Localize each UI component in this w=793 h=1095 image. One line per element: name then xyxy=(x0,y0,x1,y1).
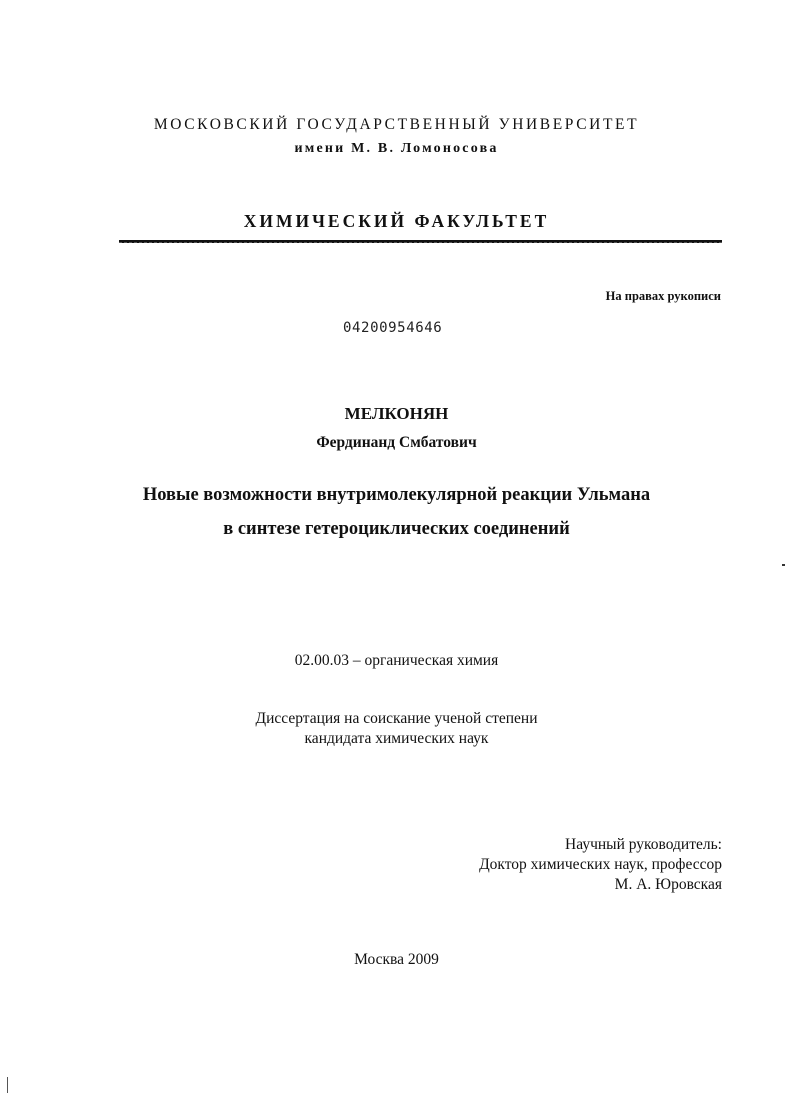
advisor-label: Научный руководитель: xyxy=(565,836,722,853)
faculty-name: ХИМИЧЕСКИЙ ФАКУЛЬТЕТ xyxy=(243,211,550,231)
thesis-title-line-2: в синтезе гетероциклических соединений xyxy=(223,519,570,539)
catalog-code: 04200954646 xyxy=(343,320,443,336)
city-year: Москва 2009 xyxy=(354,951,439,968)
specialty: 02.00.03 – органическая химия xyxy=(294,652,499,669)
rights-note: На правах рукописи xyxy=(605,289,721,303)
advisor-name: М. А. Юровская xyxy=(614,876,722,893)
author-given-names: Фердинанд Смбатович xyxy=(316,434,477,451)
degree-line-1: Диссертация на соискание ученой степени xyxy=(255,710,538,727)
university-subtitle: имени М. В. Ломоносова xyxy=(294,141,499,156)
thesis-title-line-1: Новые возможности внутримолекулярной реакции Ульмана xyxy=(142,485,651,505)
university-name: МОСКОВСКИЙ ГОСУДАРСТВЕННЫЙ УНИВЕРСИТЕТ xyxy=(153,116,640,133)
degree-line-2: кандидата химических наук xyxy=(304,730,489,747)
advisor-title: Доктор химических наук, профессор xyxy=(479,856,722,873)
scan-artifact xyxy=(782,564,785,566)
author-surname: МЕЛКОНЯН xyxy=(344,404,449,423)
header-divider xyxy=(119,240,722,243)
scan-edge-mark xyxy=(7,1077,8,1093)
